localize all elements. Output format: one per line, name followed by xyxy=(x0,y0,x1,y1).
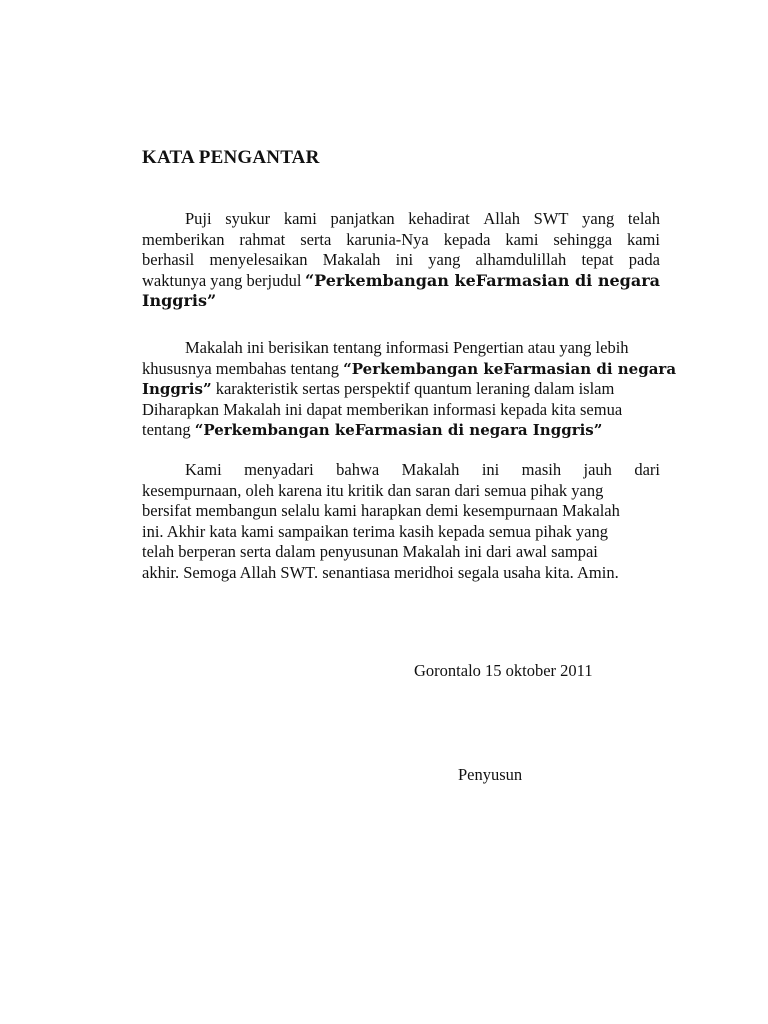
word: berhasil xyxy=(142,250,195,269)
word: karunia-Nya xyxy=(346,229,429,249)
author-signature-label: Penyusun xyxy=(458,765,523,784)
word: kehadirat xyxy=(408,209,470,228)
word: Kami xyxy=(185,460,222,479)
paragraph-1-bold-title: “Perkembangan keFarmasian di negara xyxy=(304,270,660,290)
word: sehingga xyxy=(553,229,613,249)
paragraph-2-line-2 xyxy=(142,358,677,380)
word: memberikan xyxy=(142,229,225,249)
word: masih xyxy=(521,460,562,479)
paragraph-1 xyxy=(142,209,660,312)
word: menyelesaikan xyxy=(209,250,308,269)
word: Allah xyxy=(483,209,521,228)
page-title: KATA PENGANTAR xyxy=(142,147,320,168)
word: kami xyxy=(505,229,539,249)
word: telah xyxy=(627,209,660,228)
paragraph-2-line-1: Makalah ini berisikan tentang informasi Pengertian atau yang lebih xyxy=(185,338,629,357)
paragraph-1-bold-title-end: Inggris” xyxy=(142,291,217,310)
paragraph-1-line-1 xyxy=(142,209,660,230)
paragraph-2-line-3-text: karakteristik sertas perspektif quantum leraning dalam islam xyxy=(215,379,615,398)
paragraph-3-line-2: kesempurnaan, oleh karena itu kritik dan saran dari semua pihak yang xyxy=(142,480,604,500)
word: dari xyxy=(634,460,660,479)
word: rahmat xyxy=(239,229,286,249)
paragraph-2-bold-title-end: Inggris” xyxy=(142,380,212,398)
paragraph-3-line-6: akhir. Semoga Allah SWT. senantiasa meridhoi segala usaha kita. Amin. xyxy=(142,562,619,582)
word: kami xyxy=(283,209,317,228)
paragraph-1-line-4 xyxy=(142,271,660,292)
word: SWT xyxy=(533,209,569,228)
word: tepat xyxy=(581,250,614,269)
word: kepada xyxy=(443,229,491,249)
paragraph-2-line-5-text: tentang xyxy=(142,420,191,439)
paragraph-3-line-1 xyxy=(142,460,660,481)
word: Makalah xyxy=(322,250,381,269)
paragraph-2-line-2-text: khususnya membahas tentang xyxy=(142,358,340,378)
paragraph-3-line-3: bersifat membangun selalu kami harapkan demi kesempurnaan Makalah xyxy=(142,501,620,520)
word: yang xyxy=(428,250,461,269)
paragraph-3-line-5: telah berperan serta dalam penyusunan Makalah ini dari awal sampai xyxy=(142,542,598,561)
word: menyadari xyxy=(244,460,314,479)
word: alhamdulillah xyxy=(475,250,567,269)
word: ini xyxy=(395,250,414,269)
place-date: Gorontalo 15 oktober 2011 xyxy=(414,661,593,680)
word: panjatkan xyxy=(330,209,395,228)
paragraph-3 xyxy=(142,460,660,583)
paragraph-2-line-4: Diharapkan Makalah ini dapat memberikan informasi kepada kita semua xyxy=(142,399,623,419)
word: syukur xyxy=(225,209,271,228)
paragraph-2-bold-title: “Perkembangan keFarmasian di negara xyxy=(343,359,677,378)
word: serta xyxy=(300,229,332,249)
word: bahwa xyxy=(336,460,380,479)
paragraph-2-line-5 xyxy=(142,420,660,441)
paragraph-3-line-4: ini. Akhir kata kami sampaikan terima kasih kepada semua pihak yang xyxy=(142,521,608,541)
word: kami xyxy=(626,229,660,249)
paragraph-1-line-5 xyxy=(142,291,660,312)
paragraph-1-line-4-text: waktunya yang berjudul xyxy=(142,270,302,290)
paragraph-2 xyxy=(142,338,677,441)
paragraph-1-line-3 xyxy=(142,250,660,271)
paragraph-2-line-3 xyxy=(142,379,660,400)
word: pada xyxy=(628,250,660,269)
paragraph-2-bold-title-2: “Perkembangan keFarmasian di negara Inggris” xyxy=(194,421,603,439)
word: ini xyxy=(481,460,500,479)
word: Makalah xyxy=(401,460,460,479)
paragraph-1-line-2 xyxy=(142,230,660,251)
word: yang xyxy=(582,209,615,228)
word: jauh xyxy=(583,460,612,479)
word: Puji xyxy=(185,209,212,228)
